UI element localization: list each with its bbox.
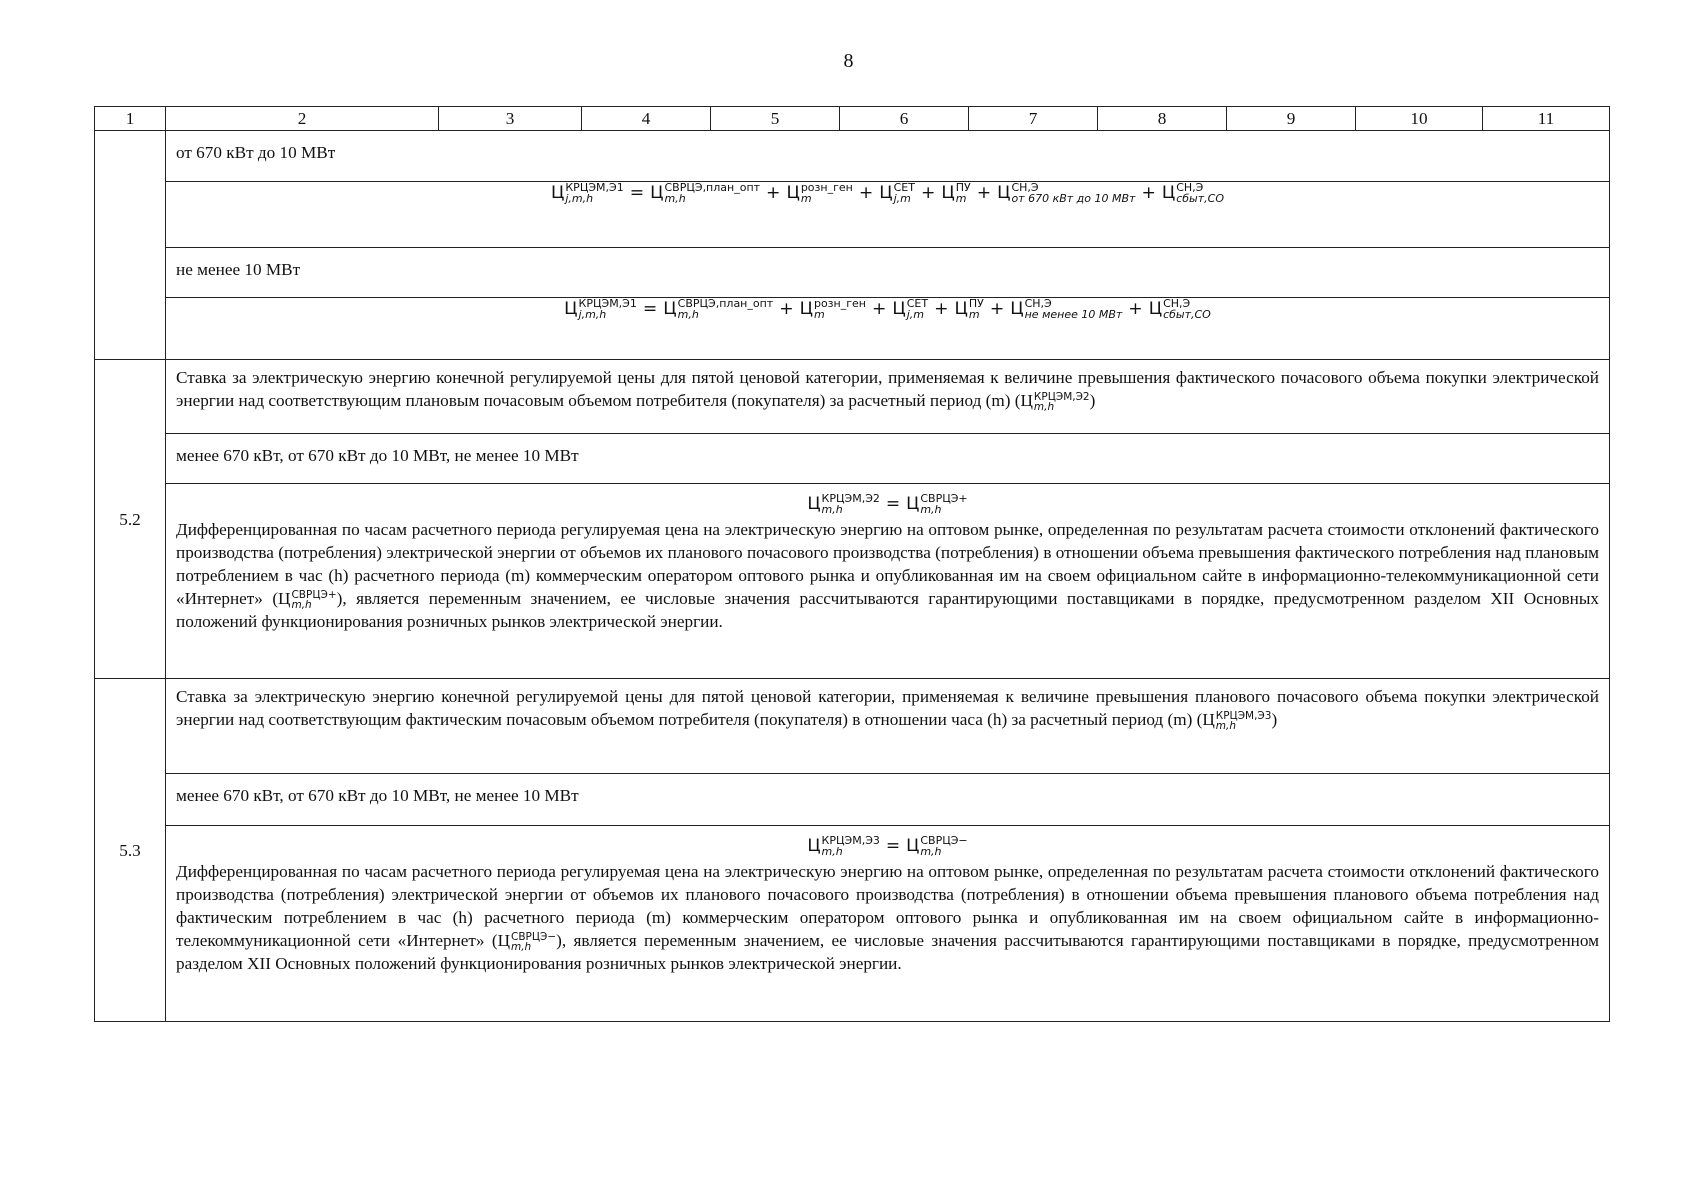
column-header: 10 (1356, 107, 1483, 131)
column-header: 3 (439, 107, 582, 131)
row-number-cell (95, 131, 166, 360)
table-row (95, 131, 1610, 182)
formula-cell (166, 182, 1610, 248)
column-header: 2 (166, 107, 439, 131)
rate-description: Ставка за электрическую энергию конечной регулируемой цены для пятой ценовой категории, применяемая к величине превышения планового почасового объема покупки электрической энергии над соответствующим фактическим почасовым объемом потребителя (покупателя) в отношении часа (h) за расчетный период (m) (Ц КРЦЭМ,Э3 m,h ) (166, 679, 1610, 774)
column-header: 4 (582, 107, 711, 131)
table-row (95, 298, 1610, 360)
column-header: 7 (969, 107, 1098, 131)
formula-3: Ц КРЦЭМ,Э2 m,h = Ц СВРЦЭ+ m,h (807, 492, 968, 516)
table-row (95, 182, 1610, 248)
row-number: 5.3 (95, 679, 166, 1022)
table-row (95, 774, 1610, 826)
power-category-cell: менее 670 кВт, от 670 кВт до 10 МВт, не менее 10 МВт (166, 774, 1610, 826)
column-header: 9 (1227, 107, 1356, 131)
power-category-cell: от 670 кВт до 10 МВт (166, 131, 1610, 182)
column-header: 8 (1098, 107, 1227, 131)
formula-description-cell (166, 826, 1610, 1022)
column-header: 1 (95, 107, 166, 131)
formula-2: Ц КРЦЭМ,Э1 j,m,h = Ц СВРЦЭ,план_опт m,h + Ц розн_ген m + Ц СЕТ j,m + Ц ПУ m + Ц СН,Э не менее 10 МВт + Ц СН,Э сбыт,СО (564, 297, 1211, 321)
formula-4: Ц КРЦЭМ,Э3 m,h = Ц СВРЦЭ− m,h (807, 834, 968, 858)
page-number: 8 (843, 50, 854, 72)
power-category-cell: не менее 10 МВт (166, 248, 1610, 298)
table-row (95, 434, 1610, 484)
power-category-cell: менее 670 кВт, от 670 кВт до 10 МВт, не менее 10 МВт (166, 434, 1610, 484)
column-number-row (95, 107, 1610, 131)
table-row (95, 360, 1610, 434)
table-row (95, 248, 1610, 298)
table-row (95, 679, 1610, 774)
rate-description: Ставка за электрическую энергию конечной регулируемой цены для пятой ценовой категории, применяемая к величине превышения фактического почасового объема покупки электрической энергии над соответствующим плановым почасовым объемом потребителя (покупателя) за расчетный период (m) (Ц КРЦЭМ,Э2 m,h ) (166, 360, 1610, 434)
price-description: Дифференцированная по часам расчетного периода регулируемая цена на электрическую энергию на оптовом рынке, определенная по результатам расчета стоимости отклонений фактического производства (потребления) электрической энергии от объемов их планового почасового производства (потребления) в отношении объема превышения планового объема потребления над фактическим потреблением в час (h) расчетного периода (m) коммерческим оператором оптового рынка и опубликованная им на своем официальном сайте в информационно-телекоммуникационной сети «Интернет» (Ц СВРЦЭ− m,h ), является переменным значением, ее числовые значения рассчитываются гарантирующими поставщиками в порядке, предусмотренном разделом XII Основных положений функционирования розничных рынков электрической энергии. (176, 862, 1599, 974)
formula-cell (166, 298, 1610, 360)
table-row (95, 826, 1610, 1022)
row-number: 5.2 (95, 360, 166, 679)
formula-1: Ц КРЦЭМ,Э1 j,m,h = Ц СВРЦЭ,план_опт m,h + Ц розн_ген m + Ц СЕТ j,m + Ц ПУ m + Ц СН,Э от 670 кВт до 10 МВт + Ц СН,Э сбыт,СО (551, 181, 1224, 205)
tariff-table (94, 106, 1610, 1022)
price-description: Дифференцированная по часам расчетного периода регулируемая цена на электрическую энергию на оптовом рынке, определенная по результатам расчета стоимости отклонений фактического производства (потребления) электрической энергии от объемов их планового почасового производства (потребления) в отношении объема превышения фактического потребления над плановым потреблением в час (h) расчетного периода (m) коммерческим оператором оптового рынка и опубликованная им на своем официальном сайте в информационно-телекоммуникационной сети «Интернет» (Ц СВРЦЭ+ m,h ), является переменным значением, ее числовые значения рассчитываются гарантирующими поставщиками в порядке, предусмотренном разделом XII Основных положений функционирования розничных рынков электрической энергии. (176, 520, 1599, 632)
formula-description-cell (166, 484, 1610, 679)
column-header: 11 (1483, 107, 1610, 131)
table-row (95, 484, 1610, 679)
column-header: 5 (711, 107, 840, 131)
column-header: 6 (840, 107, 969, 131)
